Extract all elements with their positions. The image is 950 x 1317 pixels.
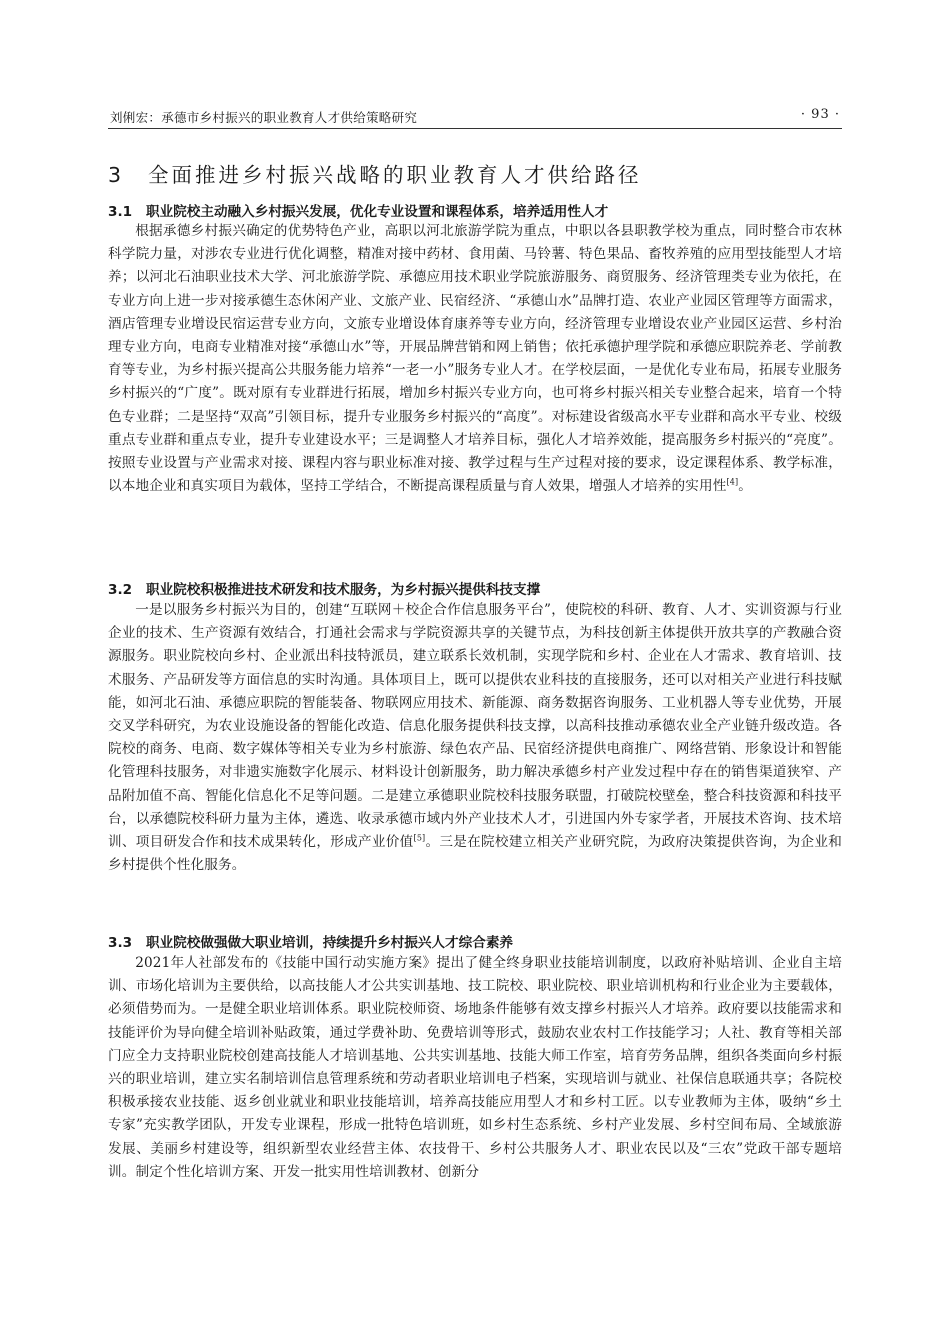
paragraph-trailing: 。 xyxy=(738,478,753,495)
subsection-title: 职业院校积极推进技术研发和技术服务，为乡村振兴提供科技支撑 xyxy=(146,582,541,598)
subsection-heading-3-3 xyxy=(108,932,842,954)
section-heading xyxy=(108,158,642,188)
page-number: · 93 · xyxy=(800,107,840,122)
running-title: 刘俐宏：承德市乡村振兴的职业教育人才供给策略研究 xyxy=(110,110,418,125)
subsection-heading-3-2 xyxy=(108,579,842,601)
paragraph-text: 一是以服务乡村振兴为目的，创建“互联网＋校企合作信息服务平台”，使院校的科研、教育、人才、实训资源与行业企业的技术、生产资源有效结合，打通社会需求与学院资源共享的关键节点，为科技创新主体提供开放共享的产教融合资源服务。职业院校向乡村、企业派出科技特派员，建立联系长效机制，实现学院和乡村、企业在人才需求、教育培训、技术服务、产品研发等方面信息的实时沟通。具体项目上，既可以提供农业科技的直接服务，还可以对相关产业进行科技赋能，如河北石油、承德应职院的智能装备、物联网应用技术、新能源、商务数据咨询服务、工业机器人等专业优势，开展交叉学科研究，为农业设施设备的智能化改造、信息化服务提供科技支撑，以高科技推动承德农业全产业链升级改造。各院校的商务、电商、数字媒体等相关专业为乡村旅游、绿色农产品、民宿经济提供电商推广、网络营销、形象设计和智能化管理科技服务，对非遗实施数字化展示、材料设计创新服务，助力解决承德乡村产业发过程中存在的销售渠道狭窄、产品附加值不高、智能化信息化不足等问题。二是建立承德职业院校科技服务联盟，打破院校壁垒，整合科技资源和科技平台，以承德院校科研力量为主体，遴选、收录承德市域内外产业技术人才，引进国内外专家学者，开展技术咨询、技术培训、项目研发合作和技术成果转化，形成产业价值 xyxy=(108,602,842,851)
subsection-number: 3.2 xyxy=(108,582,133,598)
section-title: 全面推进乡村振兴战略的职业教育人才供给路径 xyxy=(148,163,642,187)
citation-ref: [5] xyxy=(413,833,426,843)
body-paragraph-3-2 xyxy=(108,599,842,877)
citation-ref: [4] xyxy=(726,477,739,487)
subsection-title: 职业院校主动融入乡村振兴发展，优化专业设置和课程体系，培养适用性人才 xyxy=(146,204,609,220)
running-header xyxy=(108,104,842,129)
paragraph-trailing: 。三是在院校建立相关产业研究院，为政府决策提供咨询，为企业和乡村提供个性化服务。 xyxy=(108,834,842,874)
subsection-number: 3.1 xyxy=(108,204,133,220)
subsection-title: 职业院校做强做大职业培训，持续提升乡村振兴人才综合素养 xyxy=(146,935,514,951)
body-paragraph-3-1 xyxy=(108,220,842,498)
section-number: 3 xyxy=(108,163,125,187)
paragraph-text: 2021年人社部发布的《技能中国行动实施方案》提出了健全终身职业技能培训制度，以政府补贴培训、企业自主培训、市场化培训为主要供给，以高技能人才公共实训基地、技工院校、职业院校、职业培训机构和行业企业为主要载体，必须借势而为。一是健全职业培训体系。职业院校师资、场地条件能够有效支撑乡村振兴人才培养。政府要以技能需求和技能评价为导向健全培训补贴政策，通过学费补助、免费培训等形式，鼓励农业农村工作技能学习；人社、教育等相关部门应全力支持职业院校创建高技能人才培训基地、公共实训基地、技能大师工作室，培育劳务品牌，组织各类面向乡村振兴的职业培训，建立实名制培训信息管理系统和劳动者职业培训电子档案，实现培训与就业、社保信息联通共享；各院校积极承接农业技能、返乡创业就业和职业技能培训，培养高技能应用型人才和乡村工匠。以专业教师为主体，吸纳“乡土专家”充实教学团队，开发专业课程，形成一批特色培训班，如乡村生态系统、乡村产业发展、乡村空间布局、全域旅游发展、美丽乡村建设等，组织新型农业经营主体、农技骨干、乡村公共服务人才、职业农民以及“三农”党政干部专题培训。制定个性化培训方案、开发一批实用性培训教材、创新分 xyxy=(108,955,842,1180)
subsection-number: 3.3 xyxy=(108,935,133,951)
body-paragraph-3-3 xyxy=(108,952,842,1184)
paragraph-text: 根据承德乡村振兴确定的优势特色产业，高职以河北旅游学院为重点，中职以各县职教学校为重点，同时整合市农林科学院力量，对涉农专业进行优化调整，精准对接中药材、食用菌、马铃薯、特色果品、畜牧养殖的应用型技能型人才培养；以河北石油职业技术大学、河北旅游学院、承德应用技术职业学院旅游服务、商贸服务、经济管理类专业为依托，在专业方向上进一步对接承德生态休闲产业、文旅产业、民宿经济、“承德山水”品牌打造、农业产业园区管理等方面需求，酒店管理专业增设民宿运营专业方向，文旅专业增设体育康养等专业方向，经济管理专业增设农业产业园区运营、乡村治理专业方向，电商专业精准对接“承德山水”等，开展品牌营销和网上销售；依托承德护理学院和承德应职院养老、学前教育等专业，为乡村振兴提高公共服务能力培养“一老一小”服务专业人才。在学校层面，一是优化专业布局，拓展专业服务乡村振兴的“广度”。既对原有专业群进行拓展，增加乡村振兴专业方向，也可将乡村振兴相关专业整合起来，培育一个特色专业群；二是坚持“双高”引领目标，提升专业服务乡村振兴的“高度”。对标建设省级高水平专业群和高水平专业、校级重点专业群和重点专业，提升专业建设水平；三是调整人才培养目标，强化人才培养效能，提高服务乡村振兴的“亮度”。按照专业设置与产业需求对接、课程内容与职业标准对接、教学过程与生产过程对接的要求，设定课程体系、教学标准，以本地企业和真实项目为载体，坚持工学结合，不断提高课程质量与育人效果，增强人才培养的实用性 xyxy=(108,223,842,495)
